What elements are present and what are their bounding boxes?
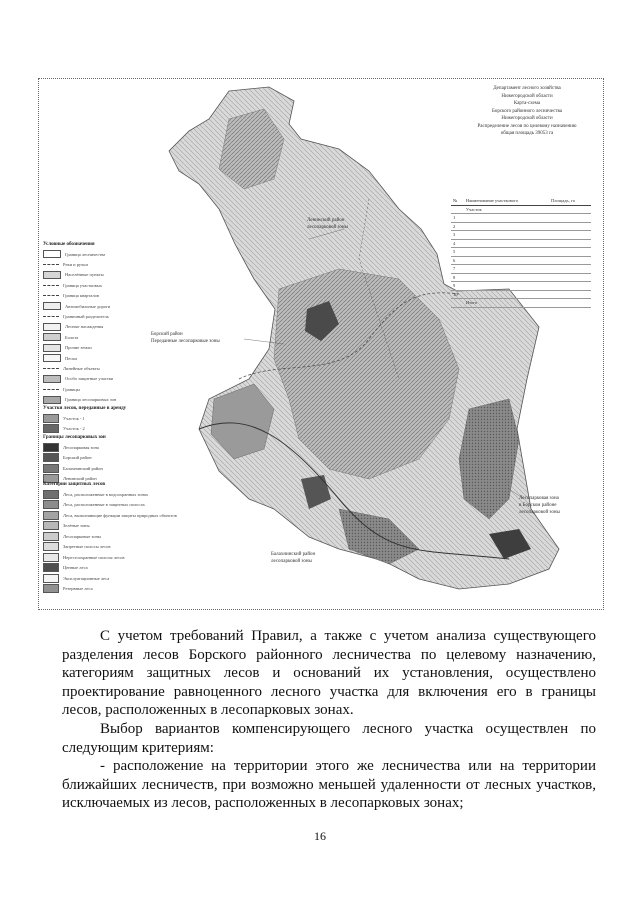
legend-swatch (43, 490, 59, 499)
map-label-text: Лесопарковая зона (519, 496, 559, 501)
legend-item (43, 291, 193, 301)
legend-item (43, 573, 193, 584)
legend-item (43, 489, 193, 500)
legend-item (43, 413, 193, 424)
table-cell: 3 (451, 231, 464, 240)
map-title-line: Борского районного лесничества (491, 108, 563, 114)
table-cell (464, 214, 549, 223)
table-cell (549, 299, 591, 308)
legend-swatch (43, 464, 59, 473)
legend-item (43, 353, 193, 363)
legend-label: Граничный разделитель (63, 314, 109, 320)
legend-item (43, 249, 193, 259)
legend-swatch (43, 368, 59, 369)
table-cell (549, 273, 591, 282)
legend-label: Граница лесопарковых зон (65, 397, 117, 403)
map-title-line: Распределение лесов по целевому назначению (477, 123, 577, 129)
table-row (451, 231, 591, 240)
legend-item (43, 301, 193, 311)
legend-swatch (43, 323, 61, 331)
legend-label: Ценные леса (63, 565, 88, 571)
legend-swatch (43, 511, 59, 520)
page-number: 16 (314, 829, 326, 843)
legend-item (43, 463, 193, 474)
table-cell (464, 222, 549, 231)
table-cell (464, 273, 549, 282)
legend-label: Борский район (63, 455, 92, 461)
legend-label: Прочие земли (65, 345, 92, 351)
legend-swatch (43, 542, 59, 551)
legend-label: Резервные леса (63, 586, 93, 592)
table-cell: 4 (451, 239, 464, 248)
legend-swatch (43, 414, 59, 423)
area-table (451, 197, 591, 308)
legend-swatch (43, 264, 59, 265)
legend-heading: Границы лесопарковых зон (43, 435, 106, 440)
table-cell (549, 214, 591, 223)
legend-label: Граница лесничества (65, 251, 106, 257)
legend-swatch (43, 316, 59, 317)
legend-item (43, 542, 193, 553)
document-body (62, 627, 596, 813)
legend-swatch (43, 396, 61, 404)
legend-label: Населённые пункты (65, 272, 104, 278)
legend-label: Граница участковых (63, 282, 102, 288)
legend-item (43, 322, 193, 332)
legend-swatch (43, 424, 59, 433)
legend-swatch (43, 453, 59, 462)
table-cell: 9 (451, 282, 464, 291)
table-row (451, 273, 591, 282)
legend-item (43, 453, 193, 464)
table-cell (451, 205, 464, 214)
legend-label: Эксплуатационные леса (63, 575, 110, 581)
legend-label: Зелёные зоны (63, 523, 90, 529)
area-table-grid (451, 197, 591, 308)
table-cell (464, 256, 549, 265)
map-title-line: Нижегородской области (501, 93, 553, 99)
lease-legend (43, 405, 193, 484)
map-title-line: общая площадь 39053 га (500, 131, 554, 136)
legend-item (43, 374, 193, 384)
legend-label: Болота (65, 334, 79, 340)
legend-swatch (43, 532, 59, 541)
legend-label: Границы (63, 386, 80, 392)
table-cell (464, 239, 549, 248)
legend-label: Особо защитные участки (65, 376, 114, 382)
table-cell (549, 222, 591, 231)
table-row (451, 222, 591, 231)
table-row (451, 265, 591, 274)
table-cell (464, 248, 549, 257)
legend-swatch (43, 553, 59, 562)
table-cell (549, 265, 591, 274)
legend-swatch (43, 584, 59, 593)
table-cell (451, 299, 464, 308)
map-label-text: Балахнинский район (271, 552, 316, 557)
zone-category-legend (43, 481, 193, 594)
map-label-text: Переданные лесопарковые зоны (151, 339, 220, 344)
table-header: № (451, 197, 464, 205)
legend-item (43, 510, 193, 521)
body-paragraph: С учетом требований Правил, а также с учетом анализа существующего разделения лесов Борского районного лесничества по целевому назначению, категориям защитных лесов и оснований их установления, осуществлено проектирование равноценного лесного участка для включения его в границы лесов, расположенных в лесопарковых зонах. (62, 628, 596, 719)
table-cell (464, 265, 549, 274)
table-cell: 7 (451, 265, 464, 274)
legend-label: Участок - 1 (63, 415, 85, 421)
legend-label: Нерестоохранные полосы лесов (63, 554, 125, 560)
legend-swatch (43, 500, 59, 509)
map-title-line: Нижегородской области (501, 116, 553, 121)
legend-swatch (43, 344, 61, 352)
map-title-block (467, 85, 587, 138)
legend-item (43, 442, 193, 453)
table-cell: Итого (464, 299, 549, 308)
table-row (451, 282, 591, 291)
table-header-row (451, 197, 591, 205)
table-row (451, 205, 591, 214)
legend-item (43, 584, 193, 595)
legend-label: Лесопарковая зона (63, 444, 99, 450)
map-label-text: в Борском районе (519, 503, 557, 508)
legend-item (43, 332, 193, 342)
table-cell (464, 290, 549, 299)
map-title-line: Карта-схема (513, 101, 541, 106)
map-label-text: Ленинский район (307, 218, 345, 223)
table-cell: 5 (451, 248, 464, 257)
legend-item (43, 394, 193, 404)
legend-label: Автомобильные дороги (65, 303, 111, 309)
legend-swatch (43, 285, 59, 286)
legend-item (43, 259, 193, 269)
legend-label: Линейные объекты (63, 365, 100, 371)
legend-swatch (43, 333, 61, 341)
legend-swatch (43, 521, 59, 530)
table-cell (549, 205, 591, 214)
legend-item (43, 424, 193, 435)
legend-item (43, 270, 193, 280)
legend-heading: Условные обозначения (43, 242, 95, 247)
table-row (451, 290, 591, 299)
legend-label: Запретные полосы лесов (63, 544, 111, 550)
table-cell: 10 (451, 290, 464, 299)
table-cell (549, 239, 591, 248)
legend-swatch (43, 574, 59, 583)
legend-label: Реки и ручьи (63, 262, 88, 268)
map-label-text: Борский район (151, 332, 183, 337)
legend-item (43, 500, 193, 511)
table-cell (549, 282, 591, 291)
legend-item (43, 563, 193, 574)
legend-heading: Категории защитных лесов (43, 482, 106, 487)
table-cell: Участок (464, 205, 549, 214)
legend-swatch (43, 443, 59, 452)
table-header: Площадь, га (549, 197, 591, 205)
legend-label: Лесные насаждения (65, 324, 104, 330)
table-total-row (451, 299, 591, 308)
legend-swatch (43, 295, 59, 296)
table-cell (549, 248, 591, 257)
legend-item (43, 363, 193, 373)
legend-swatch (43, 271, 61, 279)
table-cell: 8 (451, 273, 464, 282)
legend-label: Леса, выполняющие функции защиты природных объектов (63, 512, 177, 518)
table-row (451, 239, 591, 248)
body-paragraph: - расположение на территории этого же лесничества или на территории ближайших лесничеств, при возможно меньшей удаленности от лесных участков, исключаемых из лесов, расположенных в лесопарковых зонах; (62, 758, 596, 812)
table-cell (464, 282, 549, 291)
legend-swatch (43, 375, 61, 383)
legend-item (43, 343, 193, 353)
table-header: Наименование участкового (464, 197, 549, 205)
table-row (451, 214, 591, 223)
table-cell (549, 231, 591, 240)
legend-label: Граница кварталов (63, 293, 100, 299)
map-label-text: лесопарковой зоны (519, 510, 560, 515)
legend-label: Леса, расположенные в защитных полосах (63, 502, 145, 508)
legend-label: Балахнинский район (63, 465, 103, 471)
table-cell (549, 290, 591, 299)
legend-swatch (43, 563, 59, 572)
table-cell: 1 (451, 214, 464, 223)
table-cell (549, 256, 591, 265)
map-legend (43, 241, 193, 405)
body-paragraph: Выбор вариантов компенсирующего лесного участка осуществлен по следующим критериям: (62, 720, 596, 756)
legend-item (43, 531, 193, 542)
legend-swatch (43, 250, 61, 258)
legend-item (43, 552, 193, 563)
map-label-text: лесопарковой зоны (271, 559, 312, 564)
legend-swatch (43, 302, 61, 310)
map-label-south (271, 551, 315, 565)
legend-item (43, 384, 193, 394)
table-row (451, 248, 591, 257)
legend-swatch (43, 389, 59, 390)
legend-label: Ленинский район (63, 476, 97, 482)
legend-heading: Участки лесов, переданные в аренду (43, 406, 127, 411)
legend-label: Лесопарковые зоны (63, 533, 101, 539)
legend-item (43, 280, 193, 290)
legend-label: Пески (65, 355, 77, 361)
table-cell: 6 (451, 256, 464, 265)
table-cell (464, 231, 549, 240)
map-title-line: Департамент лесного хозяйства (493, 86, 561, 91)
map-label-north (307, 217, 348, 231)
map-label-text: лесопарковой зоны (307, 225, 348, 230)
table-cell: 2 (451, 222, 464, 231)
forest-map-figure (38, 78, 604, 610)
legend-item (43, 311, 193, 321)
legend-label: Леса, расположенные в водоохранных зонах (63, 491, 149, 497)
legend-item (43, 521, 193, 532)
map-label-east (519, 495, 560, 516)
legend-swatch (43, 354, 61, 362)
legend-label: Участок - 2 (63, 426, 85, 432)
table-row (451, 256, 591, 265)
